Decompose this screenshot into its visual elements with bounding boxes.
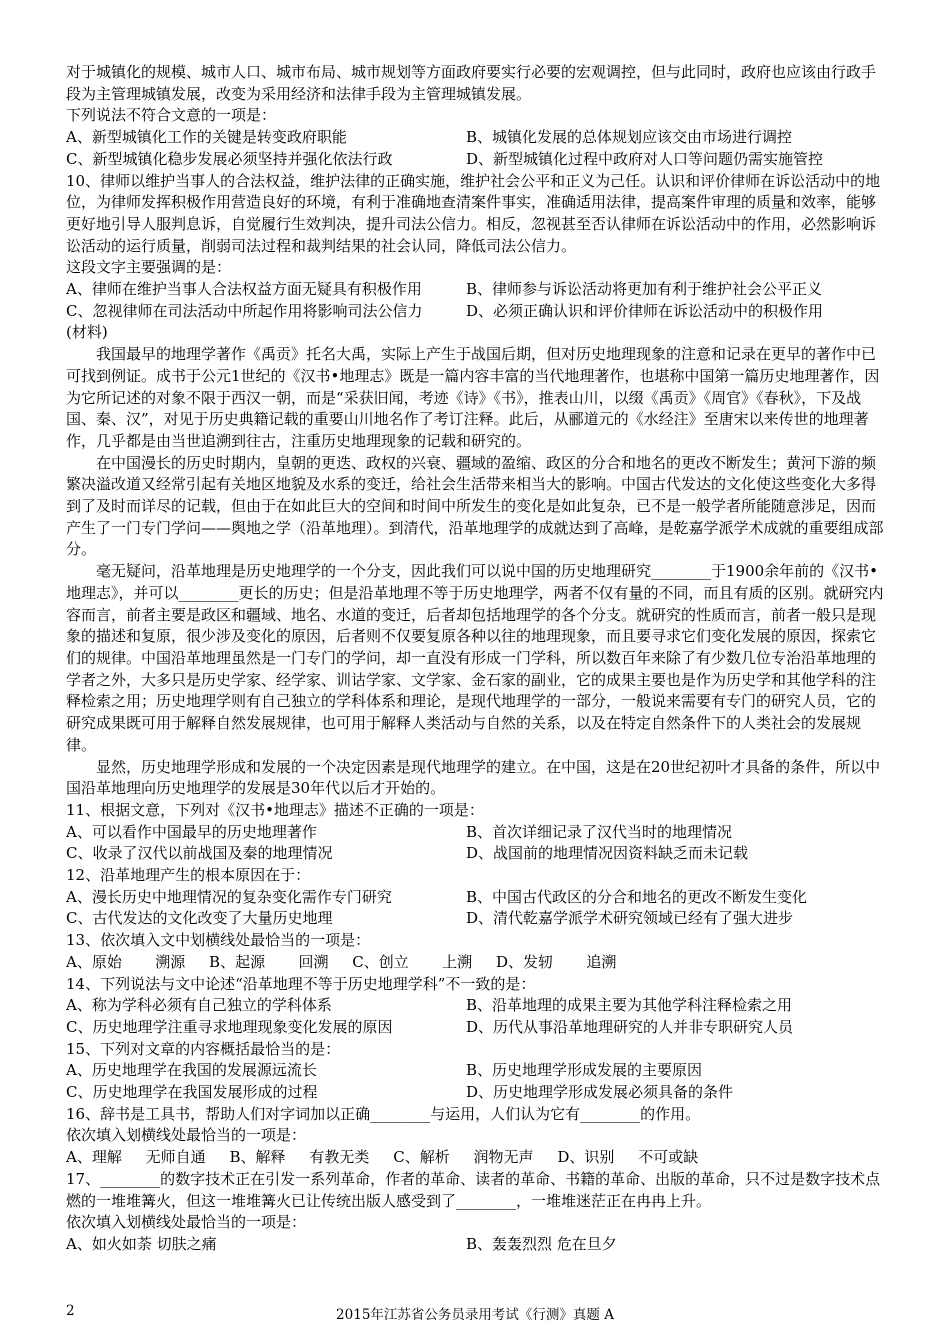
q11-option-b: B、首次详细记录了汉代当时的地理情况: [466, 822, 733, 841]
q15-option-b: B、历史地理学形成发展的主要原因: [466, 1061, 703, 1080]
page-number: 2: [66, 1303, 75, 1319]
intro-paragraph: 对于城镇化的规模、城市人口、城市布局、城市规划等方面政府要实行必要的宏观调控，但与此同时，政府也应该由行政手段为主管理城镇发展，改变为采用经济和法律手段为主管理城镇发展。: [66, 63, 877, 103]
q16-text: 16、辞书是工具书，帮助人们对字词加以正确________与运用，人们认为它有________的作用。: [66, 1104, 701, 1123]
q14-options-row-2: [66, 1017, 884, 1039]
q17-text: 17、________的数字技术正在引发一系列革命，作者的革命、读者的革命、书籍的革命、出版的革命，只不过是数字技术点燃的一堆堆篝火，但这一堆堆篝火已让传统出版人感受到了________，一堆堆迷茫正在冉冉上升。: [66, 1169, 881, 1210]
q15-option-c: C、历史地理学在我国发展形成的过程: [66, 1083, 318, 1102]
q11-stem: 11、根据文意，下列对《汉书•地理志》描述不正确的一项是：: [66, 800, 484, 819]
q14-option-b: B、沿革地理的成果主要为其他学科注释检索之用: [466, 996, 793, 1015]
q10-option-a: A、律师在维护当事人合法权益方面无疑具有积极作用: [66, 280, 422, 299]
material-paragraph-1: 我国最早的地理学著作《禹贡》托名大禹，实际上产生于战国后期，但对历史地理现象的注意和记录在更早的著作中已可找到例证。成书于公元1世纪的《汉书•地理志》既是一篇内容丰富的当代地理著作，也堪称中国第一篇历史地理著作，因为它所记述的对象不限于西汉一朝，而是“采获旧闻，考迹《诗》《书》，推表山川，以缀《禹贡》《周官》《春秋》，下及战国、秦、汉”，对见于历史典籍记载的重要山川地名作了考订注释。此后，从郦道元的《水经注》至唐宋以来传世的地理著作，几乎都是由当世追溯到往古，注重历史地理现象的记载和研究的。: [66, 345, 880, 450]
q15-stem: 15、下列对文章的内容概括最恰当的是：: [66, 1039, 341, 1058]
q10-options-row-2: [66, 301, 884, 323]
material-paragraph-4: 显然，历史地理学形成和发展的一个决定因素是现代地理学的建立。在中国，这是在20世纪初叶才具备的条件，所以中国沿革地理向历史地理学的发展是30年代以后才开始的。: [66, 757, 881, 798]
q17-option-b: B、轰轰烈烈 危在旦夕: [466, 1234, 617, 1253]
q12-options-row-1: [66, 887, 884, 909]
q14-option-c: C、历史地理学注重寻求地理现象变化发展的原因: [66, 1017, 393, 1036]
q11-option-c: C、收录了汉代以前战国及秦的地理情况: [66, 844, 333, 863]
q10-option-d: D、必须正确认识和评价律师在诉讼活动中的积极作用: [466, 301, 824, 320]
q9-option-d: D、新型城镇化过程中政府对人口等问题仍需实施管控: [466, 149, 824, 168]
q14-stem: 14、下列说法与文中论述“沿革地理不等于历史地理学科”不一致的是：: [66, 974, 536, 993]
q10-option-b: B、律师参与诉讼活动将更加有利于维护社会公平正义: [466, 280, 823, 299]
material-label: (材料): [66, 323, 108, 342]
material-paragraph-2: 在中国漫长的历史时期内，皇朝的更迭、政权的兴衰、疆域的盈缩、政区的分合和地名的更改不断发生；黄河下游的频繁决溢改道又经常引起有关地区地貌及水系的变迁，给社会生活带来相当大的影响。中国古代发达的文化使这些变化大多得到了及时而详尽的记载，但由于在如此巨大的空间和时间中所发生的变化是如此复杂，已不是一般学者所能随意涉足，因而产生了一门专门学问——舆地之学（沿革地理）。到清代，沿革地理学的成就达到了高峰，是乾嘉学派学术成就的重要组成部分。: [66, 453, 884, 559]
q17-stem: 依次填入划横线处最恰当的一项是：: [66, 1213, 307, 1232]
page-content: [66, 62, 884, 1256]
q16-stem: 依次填入划横线处最恰当的一项是：: [66, 1126, 307, 1145]
q9-option-a: A、新型城镇化工作的关键是转变政府职能: [66, 128, 347, 147]
q12-option-d: D、清代乾嘉学派学术研究领域已经有了强大进步: [466, 909, 794, 928]
q15-option-d: D、历史地理学形成发展必须具备的条件: [466, 1083, 734, 1102]
q10-passage: 10、律师以维护当事人的合法权益，维护法律的正确实施，维护社会公平和正义为己任。认识和评价律师在诉讼活动中的地位，为律师发挥积极作用营造良好的环境，有利于准确地查清案件事实，准确适用法律，提高案件审理的质量和效率，能够更好地引导人服判息诉，自觉履行生效判决，提升司法公信力。相反，忽视甚至否认律师在诉讼活动中的作用，必然影响诉讼活动的运行质量，削弱司法过程和裁判结果的社会认同，降低司法公信力。: [66, 171, 881, 255]
q13-options: A、原始 溯源 B、起源 回溯 C、创立 上溯 D、发轫 追溯: [66, 952, 617, 971]
q17-option-a: A、如火如荼 切肤之痛: [66, 1234, 217, 1253]
q10-stem: 这段文字主要强调的是：: [66, 258, 232, 277]
q11-option-a: A、可以看作中国最早的历史地理著作: [66, 822, 317, 841]
q11-options-row-1: [66, 822, 884, 844]
q11-options-row-2: [66, 843, 884, 865]
q17-options-row-1: [66, 1234, 884, 1256]
q11-option-d: D、战国前的地理情况因资料缺乏而未记载: [466, 844, 749, 863]
q10-option-c: C、忽视律师在司法活动中所起作用将影响司法公信力: [66, 301, 423, 320]
q15-options-row-1: [66, 1060, 884, 1082]
q9-options-row-1: [66, 127, 884, 149]
q10-options-row-1: [66, 279, 884, 301]
q12-option-b: B、中国古代政区的分合和地名的更改不断发生变化: [466, 887, 808, 906]
q15-option-a: A、历史地理学在我国的发展源远流长: [66, 1061, 317, 1080]
q14-options-row-1: [66, 995, 884, 1017]
material-paragraph-3: 毫无疑问，沿革地理是历史地理学的一个分支，因此我们可以说中国的历史地理研究________于1900余年前的《汉书•地理志》，并可以________更长的历史；但是沿革地理不等于历史地理学，两者不仅有量的不同，而且有质的区别。就研究内容而言，前者主要是政区和疆域、地名、水道的变迁，后者却包括地理学的各个分支。就研究的性质而言，前者一般只是现象的描述和复原，很少涉及变化的原因，后者则不仅要复原各种以往的地理现象，而且要寻求它们变化发展的原因，探索它们的规律。中国沿革地理虽然是一门专门的学问，却一直没有形成一门学科，所以数百年来除了有少数几位专治沿革地理的学者之外，大多只是历史学家、经学家、训诂学家、文学家、金石家的副业，它的成果主要也是作为历史学和其他学科的注释检索之用；历史地理学则有自己独立的学科体系和理论，是现代地理学的一部分，一般说来需要有专门的研究人员，它的研究成果既可用于解释自然发展规律，也可用于解释人类活动与自然的关系，以及在特定自然条件下的人类社会的发展规律。: [66, 562, 884, 754]
q13-stem: 13、依次填入文中划横线处最恰当的一项是：: [66, 931, 371, 950]
q9-options-row-2: [66, 149, 884, 171]
q14-option-a: A、称为学科必须有自己独立的学科体系: [66, 996, 332, 1015]
q12-option-a: A、漫长历史中地理情况的复杂变化需作专门研究: [66, 887, 392, 906]
q12-option-c: C、古代发达的文化改变了大量历史地理: [66, 909, 333, 928]
q15-options-row-2: [66, 1082, 884, 1104]
q16-options: A、理解 无师自通 B、解释 有教无类 C、解析 润物无声 D、识别 不可或缺: [66, 1148, 699, 1167]
q12-options-row-2: [66, 908, 884, 930]
q14-option-d: D、历代从事沿革地理研究的人并非专职研究人员: [466, 1017, 794, 1036]
q12-stem: 12、沿革地理产生的根本原因在于：: [66, 866, 311, 885]
q9-option-c: C、新型城镇化稳步发展必须坚持并强化依法行政: [66, 149, 393, 168]
q9-stem: 下列说法不符合文意的一项是：: [66, 106, 277, 125]
footer-title: 2015年江苏省公务员录用考试《行测》真题 A: [336, 1307, 614, 1323]
q9-option-b: B、城镇化发展的总体规划应该交由市场进行调控: [466, 128, 793, 147]
